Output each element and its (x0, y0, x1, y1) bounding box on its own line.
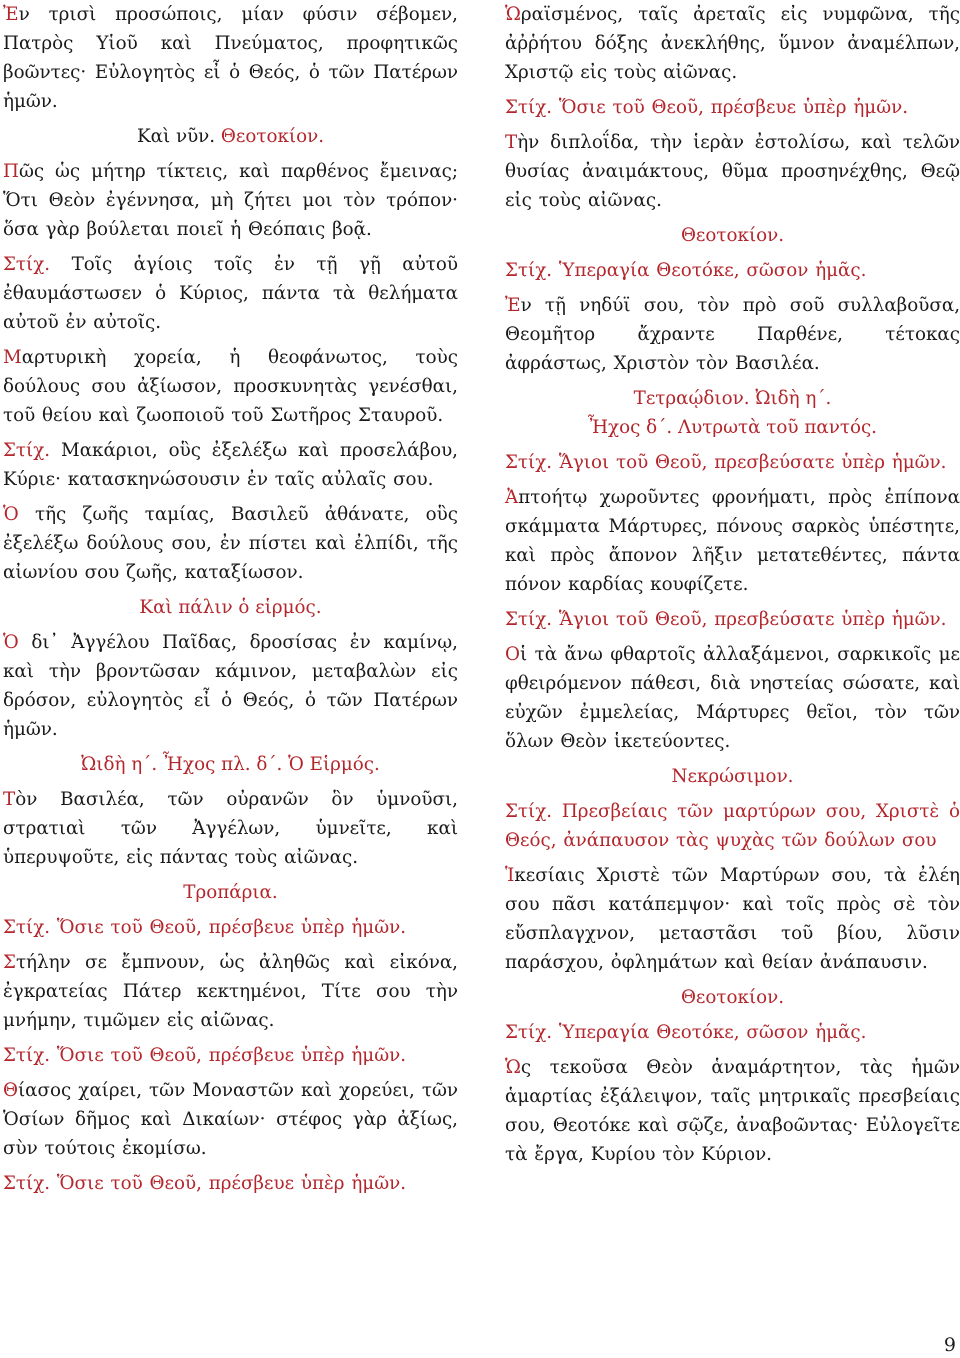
paragraph (505, 640, 960, 756)
verse-text: Πρεσβείαις τῶν μαρτύρων σου, Χριστὲ ὁ Θεός, ἀνάπαυσον τὰς ψυχὰς τῶν δούλων σου (505, 801, 960, 851)
verse-text: Ὑπεραγία Θεοτόκε, σῶσον ἡμᾶς. (552, 1022, 867, 1043)
drop-initial: Ἀ (505, 487, 519, 508)
paragraph (3, 157, 458, 244)
paragraph (505, 483, 960, 599)
verse-text: Ὅσιε τοῦ Θεοῦ, πρέσβευε ὑπὲρ ἡμῶν. (50, 917, 407, 938)
verse-line (3, 436, 458, 494)
theotokion-heading: Θεοτοκίον. (680, 225, 785, 246)
paragraph (505, 0, 960, 87)
paragraph (3, 785, 458, 872)
paragraph-text: ν τῇ νηδύϊ σου, τὸν πρὸ σοῦ συλλαβοῦσα, Θεομῆτορ ἄχραντε Παρθένε, τέτοκας ἀφράστως, Χριστὸν τὸν Βασιλέα. (505, 295, 960, 374)
drop-initial: Ἱ (505, 865, 515, 886)
paragraph (505, 1053, 960, 1169)
stix-label: Στίχ. (3, 254, 51, 275)
tetraodion-heading: Τετραῴδιον. Ὠιδὴ η´. (633, 388, 832, 409)
paragraph-text: ὸν Βασιλέα, τῶν οὐρανῶν ὃν ὑμνοῦσι, στρατιαὶ τῶν Ἀγγέλων, ὑμνεῖτε, καὶ ὑπερυψοῦτε, εἰς πάντας τοὺς αἰῶνας. (3, 789, 458, 868)
kai-nyn-label: Καὶ νῦν. (136, 126, 221, 147)
kai-nyn-heading (3, 122, 458, 151)
verse-text: Ὑπεραγία Θεοτόκε, σῶσον ἡμᾶς. (552, 260, 867, 281)
paragraph-text: ν τρισὶ προσώποις, μίαν φύσιν σέβομεν, Πατρὸς Υἱοῦ καὶ Πνεύματος, προφητικῶς βοῶντες· Εὐλογητὸς εἶ ὁ Θεός, ὁ τῶν Πατέρων ἡμῶν. (3, 4, 458, 112)
stix-label: Στίχ. (3, 1045, 51, 1066)
paragraph-text: ς τεκοῦσα Θεὸν ἁναμάρτητον, τὰς ἡμῶν ἁμαρτίας ἐξάλειψον, ταῖς μητρικαῖς πρεσβείαις σου, Θεοτόκε καὶ σῷζε, ἀναβοῶντας· Εὐλογεῖτε τὰ ἔργα, Κυρίου τὸν Κύριον. (505, 1057, 960, 1165)
right-column (505, 0, 960, 1175)
drop-initial: Ὁ (3, 504, 19, 525)
theotokion-label: Θεοτοκίον. (220, 126, 325, 147)
paragraph-text: δι᾿ Ἀγγέλου Παῖδας, δροσίσας ἐν καμίνῳ, καὶ τὴν βροντῶσαν κάμινον, μεταβαλὼν εἰς δρόσον, εὐλογητὸς εἶ ὁ Θεός, ὁ τῶν Πατέρων ἡμῶν. (3, 632, 458, 740)
paragraph-text: αρτυρικὴ χορεία, ἡ θεοφάνωτος, τοὺς δούλους σου ἀξίωσον, προσκυνητὰς γενέσθαι, τοῦ θείου καὶ ζωοποιοῦ τοῦ Σωτῆρος Σταυροῦ. (3, 347, 458, 426)
stix-label: Στίχ. (3, 440, 51, 461)
ode-heading: Ὠιδὴ η´. Ἦχος πλ. δ´. Ὁ Εἱρμός. (81, 754, 380, 775)
tone-heading: Ἦχος δ´. Λυτρωτὰ τοῦ παντός. (587, 417, 877, 438)
drop-initial: Ὡ (505, 1057, 521, 1078)
stix-verse (505, 448, 960, 477)
paragraph (505, 291, 960, 378)
stix-verse (505, 256, 960, 285)
paragraph (3, 1076, 458, 1163)
stix-verse (505, 93, 960, 122)
drop-initial: Τ (505, 132, 518, 153)
stix-label: Στίχ. (505, 609, 553, 630)
stix-verse (505, 797, 960, 855)
paragraph (505, 128, 960, 215)
stix-verse (3, 1041, 458, 1070)
verse-text: Ὅσιε τοῦ Θεοῦ, πρέσβευε ὑπὲρ ἡμῶν. (50, 1045, 407, 1066)
stix-label: Στίχ. (505, 801, 553, 822)
stix-label: Στίχ. (505, 1022, 553, 1043)
paragraph (3, 343, 458, 430)
verse-text: Ὅσιε τοῦ Θεοῦ, πρέσβευε ὑπὲρ ἡμῶν. (552, 97, 909, 118)
page-number: 9 (943, 1334, 956, 1356)
stix-label: Στίχ. (3, 1173, 51, 1194)
paragraph-text: ῶς ὡς μήτηρ τίκτεις, καὶ παρθένος ἔμεινας; Ὅτι Θεὸν ἐγέννησα, μὴ ζήτει μοι τὸν τρόπον· ὅσα γὰρ βούλεται ποιεῖ ἡ Θεόπαις βοᾷ. (3, 161, 458, 240)
drop-initial: Σ (3, 952, 16, 973)
paragraph-text: τῆς ζωῆς ταμίας, Βασιλεῦ ἀθάνατε, οὓς ἐξελέξω δούλους σου, ἐν πίστει καὶ ἐλπίδι, τῆς αἰωνίου σου ζωῆς, καταξίωσον. (3, 504, 458, 583)
left-column (3, 0, 458, 1204)
paragraph (505, 861, 960, 977)
paragraph-text: πτοήτῳ χωροῦντες φρονήματι, πρὸς ἐπίπονα σκάμματα Μάρτυρες, πόνους σαρκὸς ὑπέστητε, καὶ πρὸς ἄπονον λῆξιν μετατεθέντες, πάντα πόνον καρδίας κουφίζετε. (505, 487, 960, 595)
drop-initial: Θ (3, 1080, 18, 1101)
stix-verse (505, 1018, 960, 1047)
paragraph (3, 948, 458, 1035)
paragraph (3, 628, 458, 744)
paragraph (3, 0, 458, 116)
paragraph-text: ίασος χαίρει, τῶν Μοναστῶν καὶ χορεύει, τῶν Ὁσίων δῆμος καὶ Δικαίων· στέφος γὰρ ἀξίως, σὺν τούτοις ἐκομίσω. (3, 1080, 458, 1159)
paragraph-text: ραϊσμένος, ταῖς ἀρεταῖς εἰς νυμφῶνα, τῆς ἀῤῥήτου δόξης ἀνεκλήθης, ὕμνον ἀναμέλπων, Χριστῷ εἰς τοὺς αἰῶνας. (505, 4, 960, 83)
verse-text: Ἅγιοι τοῦ Θεοῦ, πρεσβεύσατε ὑπὲρ ἡμῶν. (552, 452, 947, 473)
paragraph (3, 500, 458, 587)
paragraph-text: ἱ τὰ ἄνω φθαρτοῖς ἀλλαξάμενοι, σαρκικοῖς με φθειρόμενον πάθεσι, διὰ νηστείας σώσατε, καὶ εὐχῶν ἐμμελείας, Μάρτυρες θεῖοι, τὸν τῶν ὅλων Θεὸν ἱκετεύοντες. (505, 644, 960, 752)
stix-label: Στίχ. (505, 97, 553, 118)
drop-initial: Ο (505, 644, 520, 665)
theotokion-heading: Θεοτοκίον. (680, 987, 785, 1008)
stix-label: Στίχ. (3, 917, 51, 938)
drop-initial: Ἐ (505, 295, 521, 316)
drop-initial: Π (3, 161, 19, 182)
verse-text: Ἅγιοι τοῦ Θεοῦ, πρεσβεύσατε ὑπὲρ ἡμῶν. (552, 609, 947, 630)
stix-verse (3, 913, 458, 942)
drop-initial: Ἐ (3, 4, 19, 25)
nekrosimon-heading: Νεκρώσιμον. (671, 766, 794, 787)
drop-initial: Ὡ (505, 4, 521, 25)
drop-initial: Ὁ (3, 632, 19, 653)
verse-text: Τοῖς ἁγίοις τοῖς ἐν τῇ γῇ αὐτοῦ ἐθαυμάστωσεν ὁ Κύριος, πάντα τὰ θελήματα αὐτοῦ ἐν αὐτοῖς. (3, 254, 458, 333)
verse-text: Μακάριοι, οὓς ἐξελέξω καὶ προσελάβου, Κύριε· κατασκηνώσουσιν ἐν ταῖς αὐλαῖς σου. (3, 440, 458, 490)
rubric-heading: Καὶ πάλιν ὁ εἱρμός. (139, 597, 322, 618)
stix-verse (505, 605, 960, 634)
drop-initial: Μ (3, 347, 22, 368)
verse-line (3, 250, 458, 337)
stix-label: Στίχ. (505, 260, 553, 281)
stix-verse (3, 1169, 458, 1198)
troparia-heading: Τροπάρια. (183, 882, 278, 903)
paragraph-text: κεσίαις Χριστὲ τῶν Μαρτύρων σου, τὰ ἐλέη σου πᾶσι κατάπεμψον· καὶ τοῖς πρὸς σὲ τὸν εὔσπλαγχνον, μεταστᾶσι τοῦ βίου, λῦσιν παράσχου, ὀφλημάτων καὶ θείαν ἀνάπαυσιν. (505, 865, 960, 973)
paragraph-text: τήλην σε ἔμπνουν, ὡς ἀληθῶς καὶ εἰκόνα, ἐγκρατείας Πάτερ κεκτημένοι, Τίτε σου τὴν μνήμην, τιμῶμεν εἰς αἰῶνας. (3, 952, 458, 1031)
verse-text: Ὅσιε τοῦ Θεοῦ, πρέσβευε ὑπὲρ ἡμῶν. (50, 1173, 407, 1194)
drop-initial: Τ (3, 789, 16, 810)
stix-label: Στίχ. (505, 452, 553, 473)
paragraph-text: ὴν διπλοΐδα, τὴν ἱερὰν ἐστολίσω, καὶ τελῶν θυσίας ἀναιμάκτους, θῦμα προσηνέχθης, Θεῷ εἰς τοὺς αἰῶνας. (505, 132, 960, 211)
